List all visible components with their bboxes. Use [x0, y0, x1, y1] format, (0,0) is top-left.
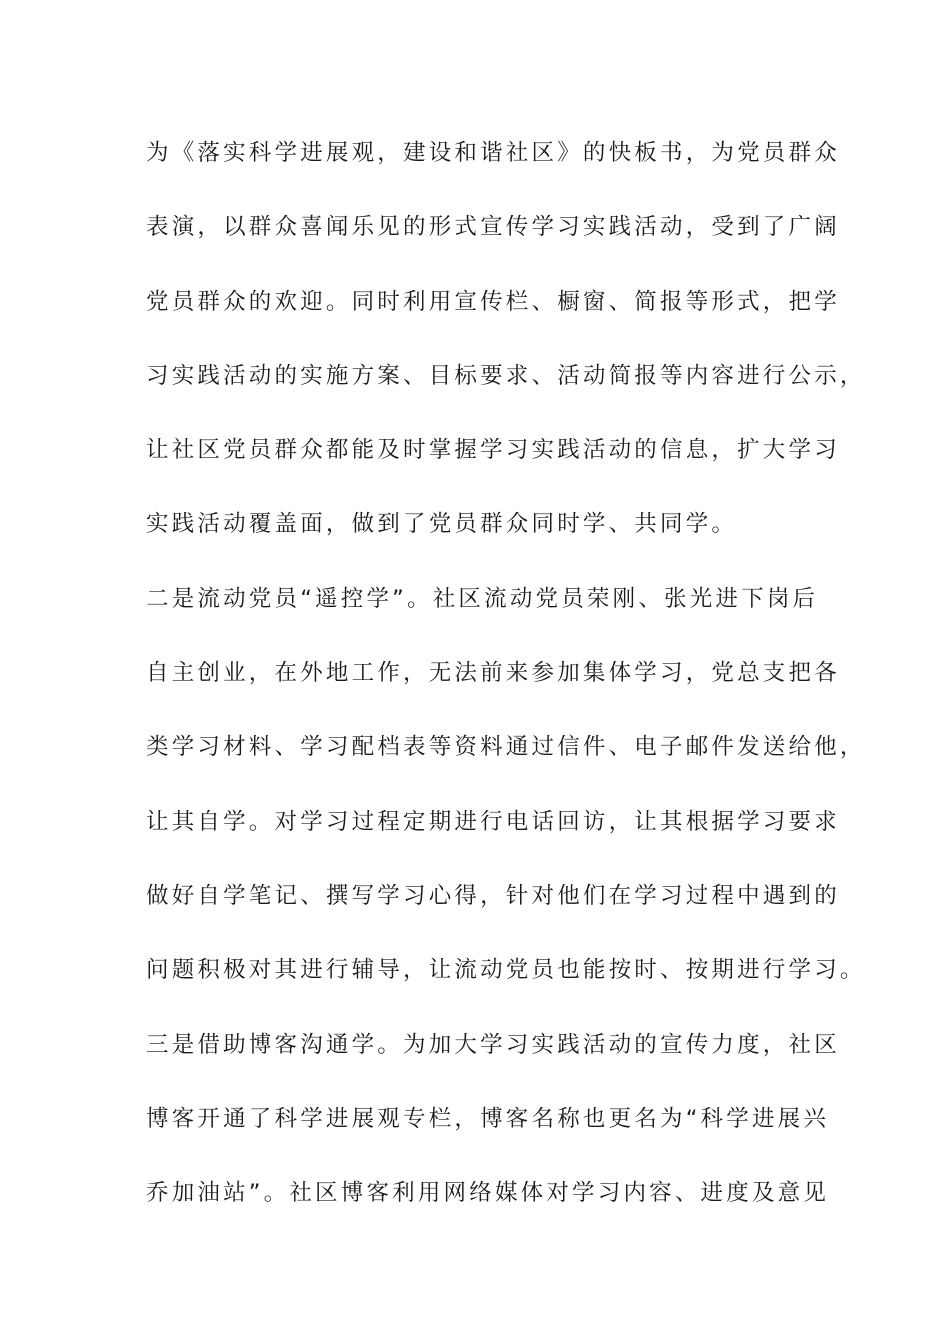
text-line: 自主创业，在外地工作，无法前来参加集体学习，党总支把各 — [146, 660, 840, 687]
document-body — [146, 129, 866, 1243]
text-line: 让社区党员群众都能及时掌握学习实践活动的信息，扩大学习 — [146, 437, 840, 464]
text-line: 让其自学。对学习过程定期进行电话回访，让其根据学习要求 — [146, 808, 840, 835]
text-line: 问题积极对其进行辅导，让流动党员也能按时、按期进行学习。 — [146, 957, 866, 984]
text-line: 实践活动覆盖面，做到了党员群众同时学、共同学。 — [146, 511, 738, 538]
text-line: 表演，以群众喜闻乐见的形式宣传学习实践活动，受到了广阔 — [146, 214, 840, 241]
text-line: 习实践活动的实施方案、目标要求、活动简报等内容进行公示， — [146, 362, 866, 389]
text-line: 类学习材料、学习配档表等资料通过信件、电子邮件发送给他， — [146, 734, 866, 761]
text-line: 为《落实科学进展观，建设和谐社区》的快板书，为党员群众 — [146, 140, 840, 166]
text-line: 党员群众的欢迎。同时利用宣传栏、橱窗、简报等形式，把学 — [146, 288, 840, 315]
text-line: 三是借助博客沟通学。为加大学习实践活动的宣传力度，社区 — [146, 1031, 840, 1058]
text-line: 二是流动党员“遥控学”。社区流动党员荣刚、张光进下岗后 — [146, 585, 819, 612]
text-line: 博客开通了科学进展观专栏，博客名称也更名为“科学进展兴 — [146, 1105, 830, 1132]
text-line: 做好自学笔记、撰写学习心得，针对他们在学习过程中遇到的 — [146, 882, 840, 909]
text-line: 乔加油站”。社区博客利用网络媒体对学习内容、进度及意见 — [146, 1180, 830, 1207]
